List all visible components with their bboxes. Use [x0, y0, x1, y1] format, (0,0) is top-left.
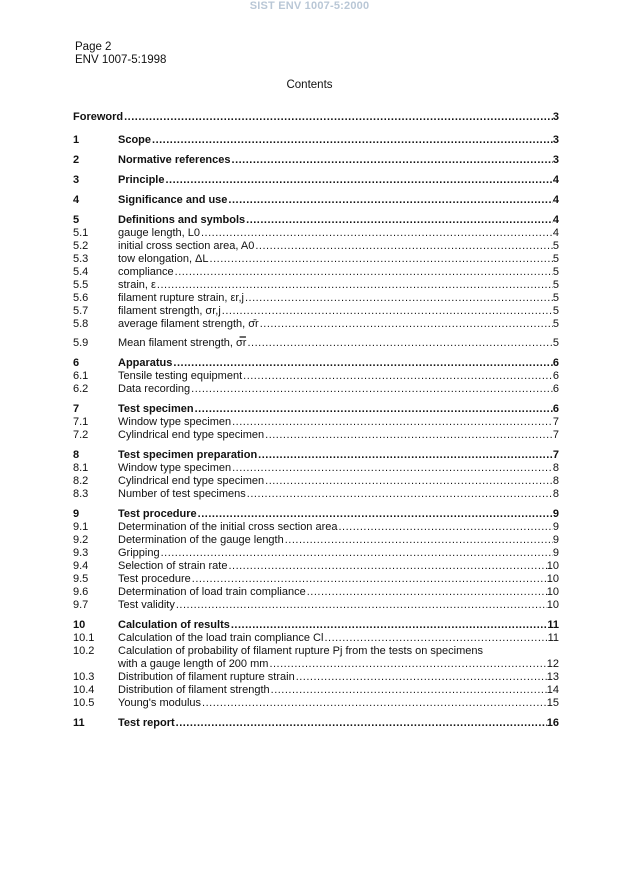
toc-entry-title: Significance and use: [118, 194, 228, 206]
toc-entry-page: 6: [552, 357, 559, 369]
toc-entry-number: 7: [73, 403, 80, 415]
dot-leader: [221, 305, 553, 318]
table-of-contents: [73, 111, 559, 730]
dot-leader: [231, 154, 553, 167]
toc-entry-page: 10: [546, 573, 559, 585]
dot-leader: [284, 534, 553, 547]
dot-leader: [209, 253, 553, 266]
toc-title: Contents: [286, 79, 333, 91]
toc-entry-page: 7: [552, 416, 559, 428]
toc-entry-number: 5.7: [73, 305, 89, 317]
dot-leader: [194, 403, 553, 416]
toc-entry-page: 4: [552, 227, 559, 239]
toc-entry-title: Window type specimen: [118, 416, 232, 428]
toc-entry-number: 7.1: [73, 416, 89, 428]
dot-leader: [230, 619, 548, 632]
toc-entry-number: 5.6: [73, 292, 89, 304]
toc-entry-page: 11: [547, 632, 559, 644]
toc-entry-page: 6: [552, 383, 559, 395]
toc-entry[interactable]: [73, 227, 559, 240]
toc-entry-page: 15: [546, 697, 559, 709]
toc-entry-title: Calculation of probability of filament rupture Pj from the tests on specimens: [118, 645, 484, 657]
toc-entry-number: 6.2: [73, 383, 89, 395]
toc-entry-page: 7: [552, 429, 559, 441]
toc-entry[interactable]: [73, 717, 559, 730]
toc-entry-page: 5: [552, 240, 559, 252]
toc-entry-title: filament strength, σr,j: [118, 305, 221, 317]
dot-leader: [174, 266, 553, 279]
toc-entry-number: 9.3: [73, 547, 89, 559]
toc-entry-page: 9: [552, 521, 559, 533]
toc-entry[interactable]: [73, 357, 559, 370]
dot-leader: [231, 462, 553, 475]
toc-entry-number: 3: [73, 174, 80, 186]
toc-entry-number: 9.7: [73, 599, 89, 611]
toc-entry[interactable]: [73, 370, 559, 383]
toc-entry-number: 11: [73, 717, 85, 729]
dot-leader: [164, 174, 552, 187]
dot-leader: [197, 508, 553, 521]
document-id: ENV 1007-5:1998: [75, 54, 167, 66]
toc-entry-page: 3: [552, 111, 559, 123]
toc-entry-title: Test validity: [118, 599, 175, 611]
toc-entry-title: Gripping: [118, 547, 160, 559]
toc-entry-page: 6: [552, 403, 559, 415]
toc-entry-page: 7: [552, 449, 559, 461]
toc-entry-page: 8: [552, 475, 559, 487]
toc-entry-number: 9.2: [73, 534, 89, 546]
toc-entry[interactable]: [73, 619, 559, 632]
toc-entry-title: average filament strength, σ̄r: [118, 318, 259, 330]
toc-entry-title: Normative references: [118, 154, 231, 166]
toc-entry-number: 5.4: [73, 266, 89, 278]
toc-entry-title: Definitions and symbols: [118, 214, 246, 226]
dot-leader: [264, 475, 553, 488]
toc-entry-title: initial cross section area, A0: [118, 240, 255, 252]
toc-entry-number: 5.2: [73, 240, 89, 252]
dot-leader: [242, 370, 553, 383]
dot-leader: [254, 240, 553, 253]
toc-entry-number: 8.3: [73, 488, 89, 500]
toc-entry-title: Test report: [118, 717, 175, 729]
dot-leader: [227, 560, 546, 573]
toc-entry[interactable]: [73, 266, 559, 279]
toc-entry-page: 8: [552, 488, 559, 500]
toc-entry[interactable]: [73, 684, 559, 697]
dot-leader: [123, 111, 553, 124]
toc-entry-page: 9: [552, 508, 559, 520]
toc-entry-page: 4: [552, 194, 559, 206]
toc-entry[interactable]: [73, 111, 559, 124]
toc-entry-title: Test procedure: [118, 508, 197, 520]
toc-entry[interactable]: [73, 214, 559, 227]
toc-entry-number: 6.1: [73, 370, 89, 382]
toc-entry-page: 5: [552, 292, 559, 304]
toc-entry-title: Test specimen: [118, 403, 194, 415]
toc-entry[interactable]: [73, 292, 559, 305]
dot-leader: [270, 684, 547, 697]
toc-entry-title: Scope: [118, 134, 152, 146]
toc-entry-number: 8.1: [73, 462, 89, 474]
toc-entry-number: 9.5: [73, 573, 89, 585]
toc-entry-number: 5: [73, 214, 80, 226]
toc-entry-page: 5: [552, 266, 559, 278]
toc-entry-number: 10.5: [73, 697, 95, 709]
toc-entry[interactable]: [73, 279, 559, 292]
dot-leader: [201, 697, 547, 710]
toc-entry-title: gauge length, L0: [118, 227, 200, 239]
toc-entry-title: Data recording: [118, 383, 191, 395]
toc-entry[interactable]: [73, 488, 559, 501]
toc-entry-number: 10.3: [73, 671, 95, 683]
toc-entry-number: 5.1: [73, 227, 89, 239]
toc-entry-number: 5.9: [73, 337, 89, 349]
toc-entry-title: Determination of the initial cross section area: [118, 521, 338, 533]
toc-entry-title: compliance: [118, 266, 174, 278]
toc-entry[interactable]: [73, 134, 559, 147]
toc-entry-page: 4: [552, 214, 559, 226]
toc-entry-number: 10.1: [73, 632, 95, 644]
toc-entry-number: 9.1: [73, 521, 89, 533]
toc-entry-title-continued: with a gauge length of 200 mm: [118, 658, 269, 670]
toc-entry-number: 5.5: [73, 279, 89, 291]
toc-entry-title: Window type specimen: [118, 462, 232, 474]
toc-entry-page: 13: [546, 671, 559, 683]
dot-leader: [323, 632, 547, 645]
toc-entry[interactable]: [73, 671, 559, 684]
dot-leader: [257, 449, 553, 462]
toc-entry-title: Cylindrical end type specimen: [118, 475, 265, 487]
dot-leader: [156, 279, 553, 292]
toc-entry[interactable]: [73, 449, 559, 462]
toc-entry[interactable]: [73, 429, 559, 442]
toc-entry-title: Number of test specimens: [118, 488, 246, 500]
toc-entry-number: 10: [73, 619, 86, 631]
toc-entry-title: Young's modulus: [118, 697, 202, 709]
toc-entry-page: 8: [552, 462, 559, 474]
toc-entry-title: Principle: [118, 174, 165, 186]
dot-leader: [306, 586, 547, 599]
toc-entry[interactable]: [73, 521, 559, 534]
toc-entry-page: 10: [546, 599, 559, 611]
dot-leader: [231, 416, 553, 429]
toc-entry-title: Tensile testing equipment: [118, 370, 243, 382]
toc-entry-title: Determination of the gauge length: [118, 534, 284, 546]
toc-entry-title: Apparatus: [118, 357, 173, 369]
page-header: [75, 41, 166, 67]
toc-entry[interactable]: [73, 337, 559, 350]
toc-entry-page: 9: [552, 547, 559, 559]
toc-entry-page: 5: [552, 318, 559, 330]
toc-entry-number: 7.2: [73, 429, 89, 441]
toc-entry-title: Cylindrical end type specimen: [118, 429, 265, 441]
toc-entry[interactable]: [73, 403, 559, 416]
dot-leader: [259, 318, 553, 331]
toc-entry[interactable]: [73, 154, 559, 167]
toc-entry-number: 2: [73, 154, 80, 166]
toc-entry-page: 6: [552, 370, 559, 382]
watermark-text: SIST ENV 1007-5:2000: [249, 0, 370, 12]
toc-entry-number: 8.2: [73, 475, 89, 487]
toc-entry-number: 10.2: [73, 645, 95, 657]
toc-entry-number: 5.3: [73, 253, 89, 265]
dot-leader: [338, 521, 553, 534]
toc-entry[interactable]: [73, 534, 559, 547]
toc-entry-title: Calculation of the load train compliance Cl: [118, 632, 324, 644]
dot-leader: [172, 357, 552, 370]
toc-entry-page: 4: [552, 174, 559, 186]
toc-entry[interactable]: [73, 475, 559, 488]
toc-entry-page: 10: [546, 560, 559, 572]
toc-entry-page: 5: [552, 305, 559, 317]
toc-entry[interactable]: [73, 462, 559, 475]
toc-entry[interactable]: [73, 305, 559, 318]
toc-entry-page: 5: [552, 337, 559, 349]
toc-entry-title: Test specimen preparation: [118, 449, 258, 461]
toc-entry[interactable]: [73, 645, 559, 671]
toc-entry-title: Distribution of filament strength: [118, 684, 270, 696]
toc-entry-title: Distribution of filament rupture strain: [118, 671, 295, 683]
toc-entry-number: 6: [73, 357, 80, 369]
dot-leader: [264, 429, 553, 442]
dot-leader: [151, 134, 553, 147]
toc-entry[interactable]: [73, 240, 559, 253]
dot-leader: [268, 658, 546, 671]
toc-entry-page: 16: [546, 717, 559, 729]
toc-entry-number: 9.6: [73, 586, 89, 598]
toc-entry-number: 5.8: [73, 318, 89, 330]
toc-entry-page: 10: [546, 586, 559, 598]
toc-entry[interactable]: [73, 573, 559, 586]
toc-entry-page: 3: [552, 154, 559, 166]
toc-entry[interactable]: [73, 508, 559, 521]
toc-entry[interactable]: [73, 586, 559, 599]
toc-entry[interactable]: [73, 547, 559, 560]
toc-entry[interactable]: [73, 697, 559, 710]
dot-leader: [295, 671, 547, 684]
toc-entry[interactable]: [73, 253, 559, 266]
toc-entry[interactable]: [73, 318, 559, 331]
dot-leader: [175, 717, 547, 730]
toc-entry[interactable]: [73, 560, 559, 573]
toc-entry[interactable]: [73, 383, 559, 396]
toc-entry-number: 4: [73, 194, 80, 206]
toc-entry-title: strain, ε: [118, 279, 156, 291]
toc-entry[interactable]: [73, 416, 559, 429]
dot-leader: [160, 547, 553, 560]
dot-leader: [246, 488, 553, 501]
dot-leader: [244, 292, 553, 305]
toc-entry[interactable]: [73, 599, 559, 612]
toc-entry-title: Determination of load train compliance: [118, 586, 306, 598]
toc-entry-title: Test procedure: [118, 573, 191, 585]
toc-entry-title: Calculation of results: [118, 619, 230, 631]
toc-entry-page: 5: [552, 279, 559, 291]
toc-entry-page: 12: [546, 658, 559, 670]
toc-entry-page: 9: [552, 534, 559, 546]
dot-leader: [175, 599, 547, 612]
toc-entry-title: Mean filament strength, σ̿r: [118, 337, 247, 349]
toc-entry-number: 10.4: [73, 684, 95, 696]
dot-leader: [227, 194, 552, 207]
dot-leader: [200, 227, 553, 240]
toc-entry[interactable]: [73, 632, 559, 645]
dot-leader: [246, 337, 552, 350]
page-label: Page 2: [75, 41, 112, 53]
toc-entry-page: 14: [546, 684, 559, 696]
toc-entry-title: filament rupture strain, εr,j: [118, 292, 244, 304]
toc-entry-number: 9: [73, 508, 80, 520]
toc-entry-page: 5: [552, 253, 559, 265]
dot-leader: [191, 573, 547, 586]
toc-entry[interactable]: [73, 194, 559, 207]
toc-entry-title: tow elongation, ΔL: [118, 253, 209, 265]
dot-leader: [190, 383, 553, 396]
toc-entry-number: 9.4: [73, 560, 89, 572]
toc-entry-title: Selection of strain rate: [118, 560, 228, 572]
toc-entry-number: 1: [73, 134, 80, 146]
toc-entry-title: Foreword: [73, 111, 124, 123]
toc-entry[interactable]: [73, 174, 559, 187]
dot-leader: [245, 214, 553, 227]
toc-entry-number: 8: [73, 449, 80, 461]
toc-entry-page: 3: [552, 134, 559, 146]
toc-entry-page: 11: [547, 619, 559, 631]
